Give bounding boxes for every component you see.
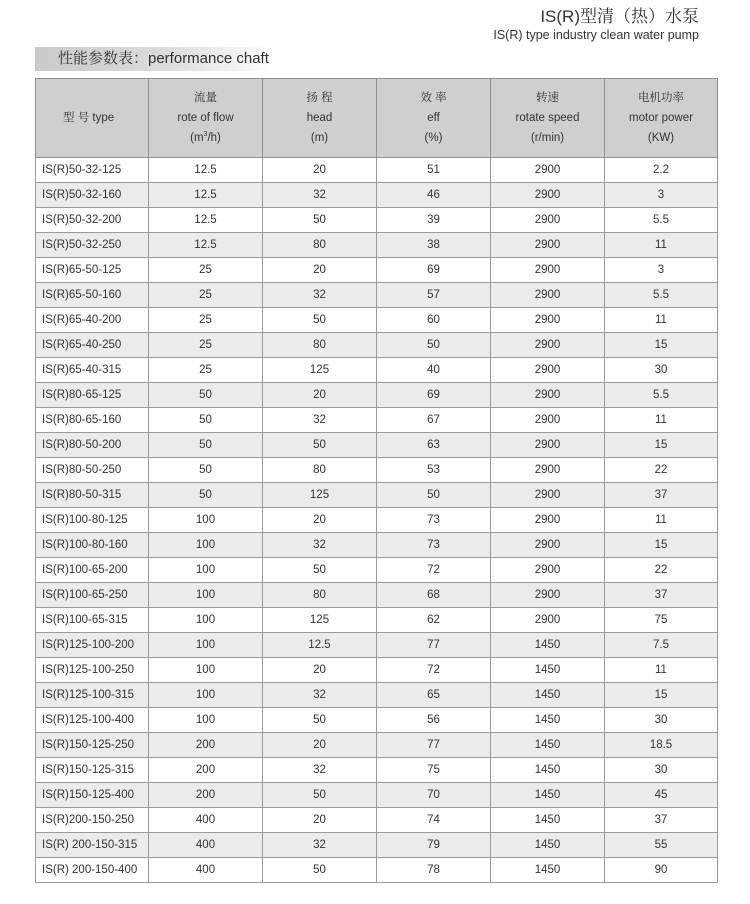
model-cell: IS(R)100-80-160 bbox=[36, 533, 149, 558]
model-cell: IS(R)65-40-200 bbox=[36, 308, 149, 333]
column-header-label: 电机功率 bbox=[638, 92, 684, 104]
table-cell: 56 bbox=[377, 708, 491, 733]
column-header-model bbox=[36, 79, 149, 158]
column-header-label-en: rote of flow bbox=[177, 112, 234, 124]
table-cell: 125 bbox=[263, 358, 377, 383]
table-cell: 2.2 bbox=[605, 158, 718, 183]
table-row bbox=[36, 458, 718, 483]
table-row bbox=[36, 558, 718, 583]
table-cell: 50 bbox=[149, 483, 263, 508]
model-cell: IS(R)80-65-125 bbox=[36, 383, 149, 408]
model-cell: IS(R) 200-150-315 bbox=[36, 833, 149, 858]
table-cell: 38 bbox=[377, 233, 491, 258]
table-row bbox=[36, 433, 718, 458]
model-cell: IS(R)100-80-125 bbox=[36, 508, 149, 533]
table-cell: 32 bbox=[263, 283, 377, 308]
table-cell: 200 bbox=[149, 733, 263, 758]
table-cell: 100 bbox=[149, 658, 263, 683]
table-body bbox=[36, 158, 718, 883]
column-header-label-en: motor power bbox=[629, 112, 693, 124]
column-header-flow bbox=[149, 79, 263, 158]
column-header-label: 扬 程 bbox=[306, 92, 333, 104]
table-cell: 12.5 bbox=[149, 233, 263, 258]
table-cell: 125 bbox=[263, 483, 377, 508]
table-row bbox=[36, 808, 718, 833]
table-cell: 73 bbox=[377, 533, 491, 558]
table-cell: 1450 bbox=[491, 633, 605, 658]
table-cell: 55 bbox=[605, 833, 718, 858]
table-cell: 50 bbox=[263, 708, 377, 733]
table-cell: 75 bbox=[377, 758, 491, 783]
table-cell: 80 bbox=[263, 458, 377, 483]
column-header-unit: (m) bbox=[310, 132, 329, 144]
table-cell: 69 bbox=[377, 258, 491, 283]
column-header-head bbox=[263, 79, 377, 158]
model-cell: IS(R) 200-150-400 bbox=[36, 858, 149, 883]
table-cell: 25 bbox=[149, 308, 263, 333]
table-cell: 32 bbox=[263, 183, 377, 208]
table-cell: 1450 bbox=[491, 833, 605, 858]
model-cell: IS(R)125-100-250 bbox=[36, 658, 149, 683]
column-header-unit: $(m^3/h)$ bbox=[190, 131, 221, 144]
model-cell: IS(R)150-125-250 bbox=[36, 733, 149, 758]
model-cell: IS(R)150-125-400 bbox=[36, 783, 149, 808]
table-cell: 77 bbox=[377, 633, 491, 658]
model-cell: IS(R)65-50-160 bbox=[36, 283, 149, 308]
table-cell: 2900 bbox=[491, 283, 605, 308]
table-cell: 37 bbox=[605, 583, 718, 608]
table-row bbox=[36, 533, 718, 558]
table-cell: 50 bbox=[263, 308, 377, 333]
table-cell: 200 bbox=[149, 783, 263, 808]
table-row bbox=[36, 633, 718, 658]
table-cell: 30 bbox=[605, 758, 718, 783]
table-cell: 20 bbox=[263, 808, 377, 833]
table-cell: 78 bbox=[377, 858, 491, 883]
model-cell: IS(R)50-32-200 bbox=[36, 208, 149, 233]
model-cell: IS(R)100-65-200 bbox=[36, 558, 149, 583]
table-cell: 2900 bbox=[491, 608, 605, 633]
table-cell: 32 bbox=[263, 833, 377, 858]
table-cell: 37 bbox=[605, 808, 718, 833]
table-cell: 11 bbox=[605, 658, 718, 683]
table-cell: 2900 bbox=[491, 433, 605, 458]
table-cell: 50 bbox=[149, 383, 263, 408]
table-cell: 1450 bbox=[491, 783, 605, 808]
table-cell: 20 bbox=[263, 158, 377, 183]
table-cell: 2900 bbox=[491, 508, 605, 533]
table-cell: 100 bbox=[149, 708, 263, 733]
column-header-label: 转速 bbox=[536, 92, 559, 104]
table-cell: 11 bbox=[605, 408, 718, 433]
table-row bbox=[36, 758, 718, 783]
table-row bbox=[36, 658, 718, 683]
table-cell: 100 bbox=[149, 558, 263, 583]
table-cell: 11 bbox=[605, 308, 718, 333]
table-row bbox=[36, 158, 718, 183]
table-cell: 80 bbox=[263, 233, 377, 258]
table-cell: 50 bbox=[149, 433, 263, 458]
table-cell: 125 bbox=[263, 608, 377, 633]
table-cell: 46 bbox=[377, 183, 491, 208]
table-cell: 2900 bbox=[491, 258, 605, 283]
table-cell: 72 bbox=[377, 658, 491, 683]
table-cell: 63 bbox=[377, 433, 491, 458]
table-cell: 62 bbox=[377, 608, 491, 633]
table-row bbox=[36, 408, 718, 433]
table-cell: 2900 bbox=[491, 483, 605, 508]
table-cell: 50 bbox=[263, 208, 377, 233]
table-cell: 3 bbox=[605, 258, 718, 283]
table-row bbox=[36, 583, 718, 608]
table-cell: 1450 bbox=[491, 658, 605, 683]
table-row bbox=[36, 683, 718, 708]
model-cell: IS(R)200-150-250 bbox=[36, 808, 149, 833]
table-cell: 50 bbox=[377, 333, 491, 358]
table-cell: 1450 bbox=[491, 708, 605, 733]
table-row bbox=[36, 183, 718, 208]
table-cell: 5.5 bbox=[605, 383, 718, 408]
table-cell: 22 bbox=[605, 458, 718, 483]
table-cell: 12.5 bbox=[149, 183, 263, 208]
table-cell: 32 bbox=[263, 683, 377, 708]
model-cell: IS(R)50-32-250 bbox=[36, 233, 149, 258]
table-row bbox=[36, 608, 718, 633]
table-cell: 100 bbox=[149, 533, 263, 558]
table-row bbox=[36, 308, 718, 333]
table-cell: 1450 bbox=[491, 808, 605, 833]
table-cell: 50 bbox=[149, 458, 263, 483]
model-cell: IS(R)50-32-125 bbox=[36, 158, 149, 183]
table-cell: 100 bbox=[149, 508, 263, 533]
model-cell: IS(R)100-65-315 bbox=[36, 608, 149, 633]
table-row bbox=[36, 258, 718, 283]
table-cell: 67 bbox=[377, 408, 491, 433]
table-cell: 15 bbox=[605, 333, 718, 358]
table-cell: 37 bbox=[605, 483, 718, 508]
table-cell: 2900 bbox=[491, 183, 605, 208]
table-cell: 25 bbox=[149, 358, 263, 383]
table-cell: 32 bbox=[263, 758, 377, 783]
table-cell: 1450 bbox=[491, 733, 605, 758]
table-cell: 5.5 bbox=[605, 208, 718, 233]
table-row bbox=[36, 833, 718, 858]
table-cell: 50 bbox=[377, 483, 491, 508]
table-cell: 11 bbox=[605, 233, 718, 258]
table-cell: 1450 bbox=[491, 683, 605, 708]
table-cell: 32 bbox=[263, 408, 377, 433]
table-cell: 100 bbox=[149, 633, 263, 658]
table-cell: 2900 bbox=[491, 358, 605, 383]
table-cell: 50 bbox=[263, 558, 377, 583]
table-cell: 90 bbox=[605, 858, 718, 883]
table-cell: 2900 bbox=[491, 408, 605, 433]
table-cell: 1450 bbox=[491, 858, 605, 883]
table-cell: 20 bbox=[263, 733, 377, 758]
table-cell: 25 bbox=[149, 283, 263, 308]
table-row bbox=[36, 783, 718, 808]
table-row bbox=[36, 483, 718, 508]
table-cell: 39 bbox=[377, 208, 491, 233]
column-header-label: 型 号 type bbox=[63, 112, 115, 124]
table-cell: 30 bbox=[605, 708, 718, 733]
table-cell: 57 bbox=[377, 283, 491, 308]
model-cell: IS(R)100-65-250 bbox=[36, 583, 149, 608]
table-cell: 15 bbox=[605, 433, 718, 458]
table-cell: 100 bbox=[149, 608, 263, 633]
column-header-power bbox=[605, 79, 718, 158]
table-cell: 22 bbox=[605, 558, 718, 583]
model-cell: IS(R)80-50-315 bbox=[36, 483, 149, 508]
table-row bbox=[36, 383, 718, 408]
table-row bbox=[36, 733, 718, 758]
model-cell: IS(R)80-65-160 bbox=[36, 408, 149, 433]
table-cell: 65 bbox=[377, 683, 491, 708]
table-cell: 50 bbox=[263, 433, 377, 458]
table-cell: 74 bbox=[377, 808, 491, 833]
model-cell: IS(R)65-50-125 bbox=[36, 258, 149, 283]
table-cell: 2900 bbox=[491, 558, 605, 583]
column-header-unit: (r/min) bbox=[530, 132, 565, 144]
table-cell: 30 bbox=[605, 358, 718, 383]
model-cell: IS(R)150-125-315 bbox=[36, 758, 149, 783]
model-cell: IS(R)80-50-250 bbox=[36, 458, 149, 483]
table-cell: 2900 bbox=[491, 333, 605, 358]
table-cell: 72 bbox=[377, 558, 491, 583]
table-row bbox=[36, 508, 718, 533]
table-cell: 100 bbox=[149, 683, 263, 708]
table-cell: 25 bbox=[149, 333, 263, 358]
table-row bbox=[36, 233, 718, 258]
table-cell: 100 bbox=[149, 583, 263, 608]
table-cell: 50 bbox=[149, 408, 263, 433]
model-cell: IS(R)125-100-315 bbox=[36, 683, 149, 708]
table-cell: 20 bbox=[263, 258, 377, 283]
table-cell: 40 bbox=[377, 358, 491, 383]
table-cell: 11 bbox=[605, 508, 718, 533]
table-cell: 70 bbox=[377, 783, 491, 808]
table-cell: 20 bbox=[263, 508, 377, 533]
table-cell: 20 bbox=[263, 383, 377, 408]
table-cell: 50 bbox=[263, 783, 377, 808]
table-cell: 2900 bbox=[491, 308, 605, 333]
table-cell: 2900 bbox=[491, 383, 605, 408]
model-cell: IS(R)80-50-200 bbox=[36, 433, 149, 458]
page-title: IS(R)型清（热）水泵 bbox=[540, 7, 699, 26]
table-row bbox=[36, 283, 718, 308]
table-row bbox=[36, 858, 718, 883]
table-cell: 75 bbox=[605, 608, 718, 633]
column-header-efficiency bbox=[377, 79, 491, 158]
table-cell: 32 bbox=[263, 533, 377, 558]
table-cell: 20 bbox=[263, 658, 377, 683]
table-cell: 50 bbox=[263, 858, 377, 883]
column-header-label-en: eff bbox=[427, 112, 440, 124]
table-cell: 2900 bbox=[491, 158, 605, 183]
table-cell: 15 bbox=[605, 533, 718, 558]
column-header-label-en: rotate speed bbox=[515, 112, 580, 124]
table-cell: 68 bbox=[377, 583, 491, 608]
column-header-label: 流量 bbox=[194, 92, 217, 104]
section-title: 性能参数表：performance chaft bbox=[58, 50, 269, 67]
table-cell: 12.5 bbox=[149, 208, 263, 233]
model-cell: IS(R)125-100-200 bbox=[36, 633, 149, 658]
column-header-label-en: head bbox=[306, 112, 333, 124]
table-cell: 77 bbox=[377, 733, 491, 758]
column-header-speed bbox=[491, 79, 605, 158]
table-cell: 2900 bbox=[491, 458, 605, 483]
table-cell: 15 bbox=[605, 683, 718, 708]
column-header-unit: (KW) bbox=[647, 132, 675, 144]
table-cell: 80 bbox=[263, 583, 377, 608]
table-cell: 400 bbox=[149, 833, 263, 858]
table-cell: 400 bbox=[149, 858, 263, 883]
table-header-row bbox=[36, 79, 718, 158]
table-cell: 53 bbox=[377, 458, 491, 483]
table-cell: 45 bbox=[605, 783, 718, 808]
table-cell: 200 bbox=[149, 758, 263, 783]
table-cell: 12.5 bbox=[149, 158, 263, 183]
model-cell: IS(R)65-40-250 bbox=[36, 333, 149, 358]
table-cell: 2900 bbox=[491, 208, 605, 233]
table-cell: 25 bbox=[149, 258, 263, 283]
table-row bbox=[36, 358, 718, 383]
table-cell: 79 bbox=[377, 833, 491, 858]
model-cell: IS(R)125-100-400 bbox=[36, 708, 149, 733]
page-subtitle: IS(R) type industry clean water pump bbox=[493, 28, 699, 42]
table-cell: 400 bbox=[149, 808, 263, 833]
column-header-unit: (%) bbox=[424, 132, 443, 144]
table-cell: 12.5 bbox=[263, 633, 377, 658]
table-row bbox=[36, 708, 718, 733]
table-cell: 69 bbox=[377, 383, 491, 408]
model-cell: IS(R)65-40-315 bbox=[36, 358, 149, 383]
table-cell: 2900 bbox=[491, 233, 605, 258]
table-cell: 18.5 bbox=[605, 733, 718, 758]
table-cell: 5.5 bbox=[605, 283, 718, 308]
model-cell: IS(R)50-32-160 bbox=[36, 183, 149, 208]
table-cell: 2900 bbox=[491, 533, 605, 558]
column-header-label: 效 率 bbox=[420, 92, 447, 104]
table-cell: 3 bbox=[605, 183, 718, 208]
table-cell: 80 bbox=[263, 333, 377, 358]
table-cell: 51 bbox=[377, 158, 491, 183]
table-cell: 73 bbox=[377, 508, 491, 533]
table-cell: 60 bbox=[377, 308, 491, 333]
table-cell: 7.5 bbox=[605, 633, 718, 658]
table-cell: 2900 bbox=[491, 583, 605, 608]
table-cell: 1450 bbox=[491, 758, 605, 783]
performance-table bbox=[35, 78, 718, 883]
table-row bbox=[36, 333, 718, 358]
table-row bbox=[36, 208, 718, 233]
